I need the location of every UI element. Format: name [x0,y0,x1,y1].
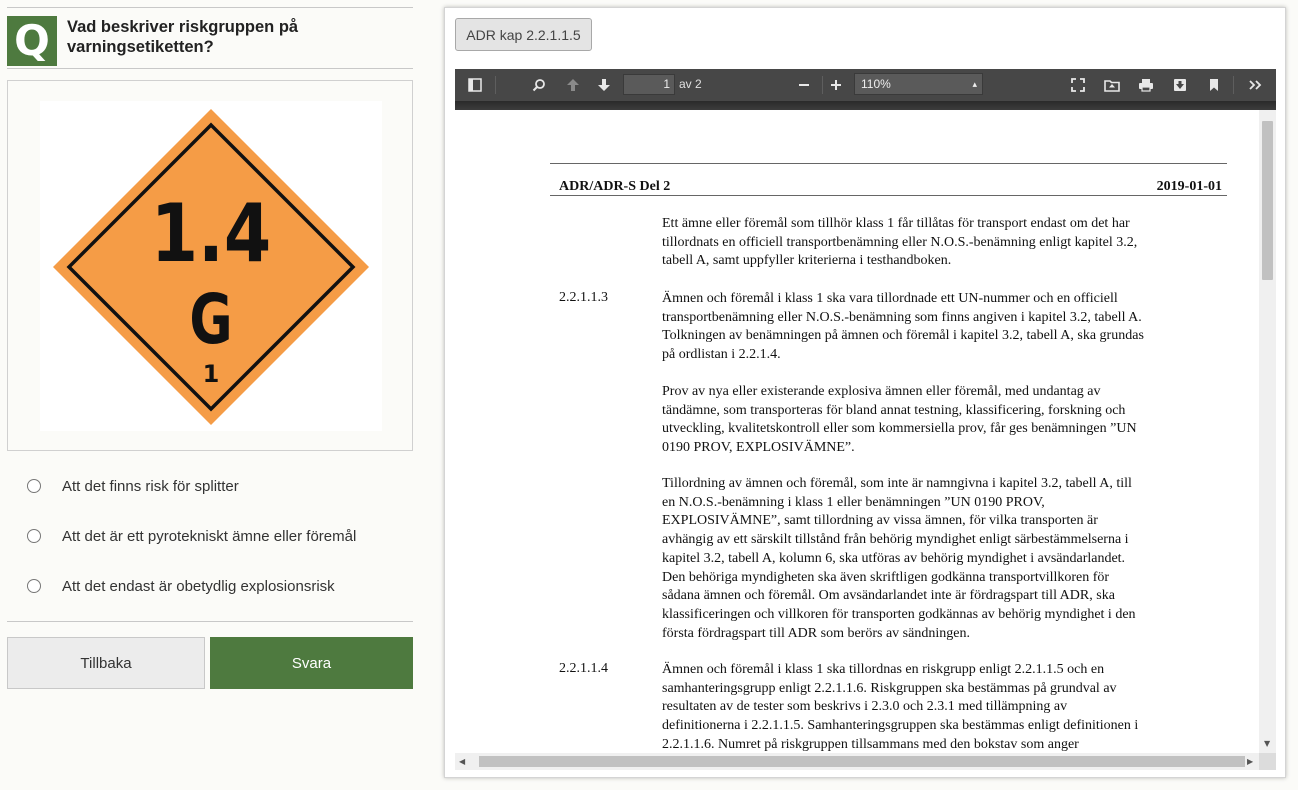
section-number: 2.2.1.1.4 [559,661,608,676]
print-icon[interactable] [1136,75,1156,95]
header-rule [550,195,1227,196]
pdf-page [455,110,1259,753]
presentation-mode-icon[interactable] [1068,75,1088,95]
toolbar-separator [495,76,496,94]
zoom-in-icon[interactable] [826,75,846,95]
text-line: resultaten av de tester som beskrivs i 2.3.0 och 2.3.1 med tillämpning av [662,699,1068,715]
text-line: 0190 PROV, EXPLOSIVÄMNE”. [662,440,855,456]
option-label: Att det är ett pyrotekniskt ämne eller föremål [62,527,357,545]
answer-button[interactable]: Svara [210,637,413,689]
paragraph-2-2-1-1-3-c [662,475,1224,643]
paragraph-2-2-1-1-3-a [662,290,1224,365]
question-image-frame [7,80,413,451]
toolbar-separator [1233,76,1234,94]
section-number: 2.2.1.1.3 [559,290,608,305]
tools-menu-icon[interactable] [1245,75,1265,95]
scroll-left-arrow-icon[interactable]: ◀ [459,757,466,766]
previous-page-icon[interactable] [563,75,583,95]
page-count: av 2 [679,77,702,91]
zoom-select[interactable] [854,73,983,95]
divider [7,7,413,8]
text-line: på ordlistan i 2.2.1.4. [662,347,781,363]
select-caret-icon: ▴ [972,79,977,89]
vertical-scrollbar[interactable] [1259,110,1276,753]
scrollbar-corner [1259,753,1276,770]
text-line: Tolkningen av benämningen på ämnen och föremål i kapitel 3.2, tabell A, ska grundas [662,328,1144,344]
paragraph-intro [662,215,1224,271]
text-line: Ämnen och föremål i klass 1 ska tillordnas en riskgrupp enligt 2.2.1.1.5 och en [662,662,1105,677]
toolbar-separator [822,76,823,94]
text-line: första fördragspart till ADR som berörs av sändningen. [662,625,970,641]
text-line: Den behöriga myndigheten ska även skriftligen godkänna transportvillkoren för [662,569,1110,585]
option-label: Att det finns risk för splitter [62,477,239,495]
question-header [7,9,413,67]
text-line: Ämnen och föremål i klass 1 ska vara tillordnade ett UN-nummer och en officiell [662,291,1118,306]
text-line: definitionerna i 2.2.1.1.5. Samhanteringsgruppen ska bestämmas enligt definitionen i [662,718,1139,734]
text-line: tändämne, som transporteras för bland annat testning, klassificering, forskning och [662,402,1126,418]
text-line: kapitel 3.2, tabell A, kolumn 6, ska utföras av behörig myndighet i avsändarlandet. [662,550,1126,566]
download-icon[interactable] [1170,75,1190,95]
text-line: Prov av nya eller existerande explosiva ämnen eller föremål, med undantag av [662,384,1101,399]
zoom-value: 110% [861,77,891,91]
option-label: Att det endast är obetydlig explosionsrisk [62,577,335,595]
reference-panel [444,7,1286,778]
scroll-right-arrow-icon[interactable]: ▶ [1247,757,1254,766]
paragraph-2-2-1-1-4 [662,661,1224,753]
search-icon[interactable] [529,75,549,95]
text-line: Tillordning av ämnen och föremål, som inte är namngivna i kapitel 3.2, tabell A, till [662,476,1132,491]
compatibility-group-letter: G [189,280,233,360]
text-line: klassificeringen och villkoren för transporten godkännas av behörig myndighet i den [662,606,1136,622]
open-file-icon[interactable] [1102,75,1122,95]
text-line: EXPLOSIVÄMNE”, samt tillordning av vissa ämnen, för vilka transporten är [662,513,1098,529]
class-number: 1 [202,360,220,388]
text-line: avhängig av ett särskilt tillstånd från behörig myndighet enligt särbestämmelserna i [662,532,1129,548]
option-2[interactable] [27,525,356,547]
horizontal-scrollbar[interactable] [455,753,1259,770]
division-number: 1.4 [150,186,272,281]
zoom-out-icon[interactable] [794,75,814,95]
toolbar-shadow [455,101,1276,110]
document-header-title: ADR/ADR-S Del 2 [559,179,671,194]
text-line: sådana ämnen och föremål. Om avsändarlandet inte är fördragspart till ADR, ska [662,588,1115,604]
option-radio[interactable] [27,579,41,593]
text-line: samhanteringsgrupp enligt 2.2.1.1.6. Riskgruppen ska bestämmas på grundval av [662,680,1117,696]
option-radio[interactable] [27,529,41,543]
pdf-viewer [455,69,1276,773]
text-line: tabell A, samt uppfyller kriterierna i testhandboken. [662,253,952,269]
option-3[interactable] [27,575,335,597]
bookmark-icon[interactable] [1204,75,1224,95]
question-badge: Q [7,16,57,66]
hazard-diamond [40,101,382,431]
question-panel [7,0,413,790]
divider [7,68,413,69]
text-line: 2.2.1.1.6. Numret på riskgruppen tillsammans med den bokstav som anger [662,736,1079,752]
reference-button[interactable]: ADR kap 2.2.1.1.5 [455,18,592,51]
sidebar-toggle-icon[interactable] [465,75,485,95]
text-line: en N.O.S.-benämning i klass 1 eller benämningen ”UN 0190 PROV, [662,494,1045,510]
hazard-label-image [40,101,382,431]
text-line: utveckling, kvalitetskontroll eller som kommersiella prov, får ges benämningen ”UN [662,421,1137,437]
text-line: tillordnats en officiell transportbenämning eller N.O.S.-benämning enligt kapitel 3.2, [662,234,1138,250]
document-header-date: 2019-01-01 [1156,179,1222,194]
pdf-toolbar [455,69,1276,101]
header-rule [550,163,1227,164]
question-text: Vad beskriver riskgruppen på varningsetiketten? [67,18,299,56]
next-page-icon[interactable] [594,75,614,95]
back-button[interactable]: Tillbaka [7,637,205,689]
text-line: Ett ämne eller föremål som tillhör klass 1 får tillåtas för transport endast om det har [662,216,1130,231]
option-radio[interactable] [27,479,41,493]
paragraph-2-2-1-1-3-b [662,383,1224,458]
page-number-input[interactable]: 1 [623,74,675,95]
vertical-scroll-thumb[interactable] [1262,121,1273,280]
scroll-down-arrow-icon[interactable]: ▼ [1264,739,1271,748]
option-1[interactable] [27,475,239,497]
horizontal-scroll-thumb[interactable] [479,756,1245,767]
text-line: transportbenämning eller N.O.S.-benämning som finns angiven i kapitel 3.2, tabell A. [662,309,1142,325]
divider [7,621,413,622]
